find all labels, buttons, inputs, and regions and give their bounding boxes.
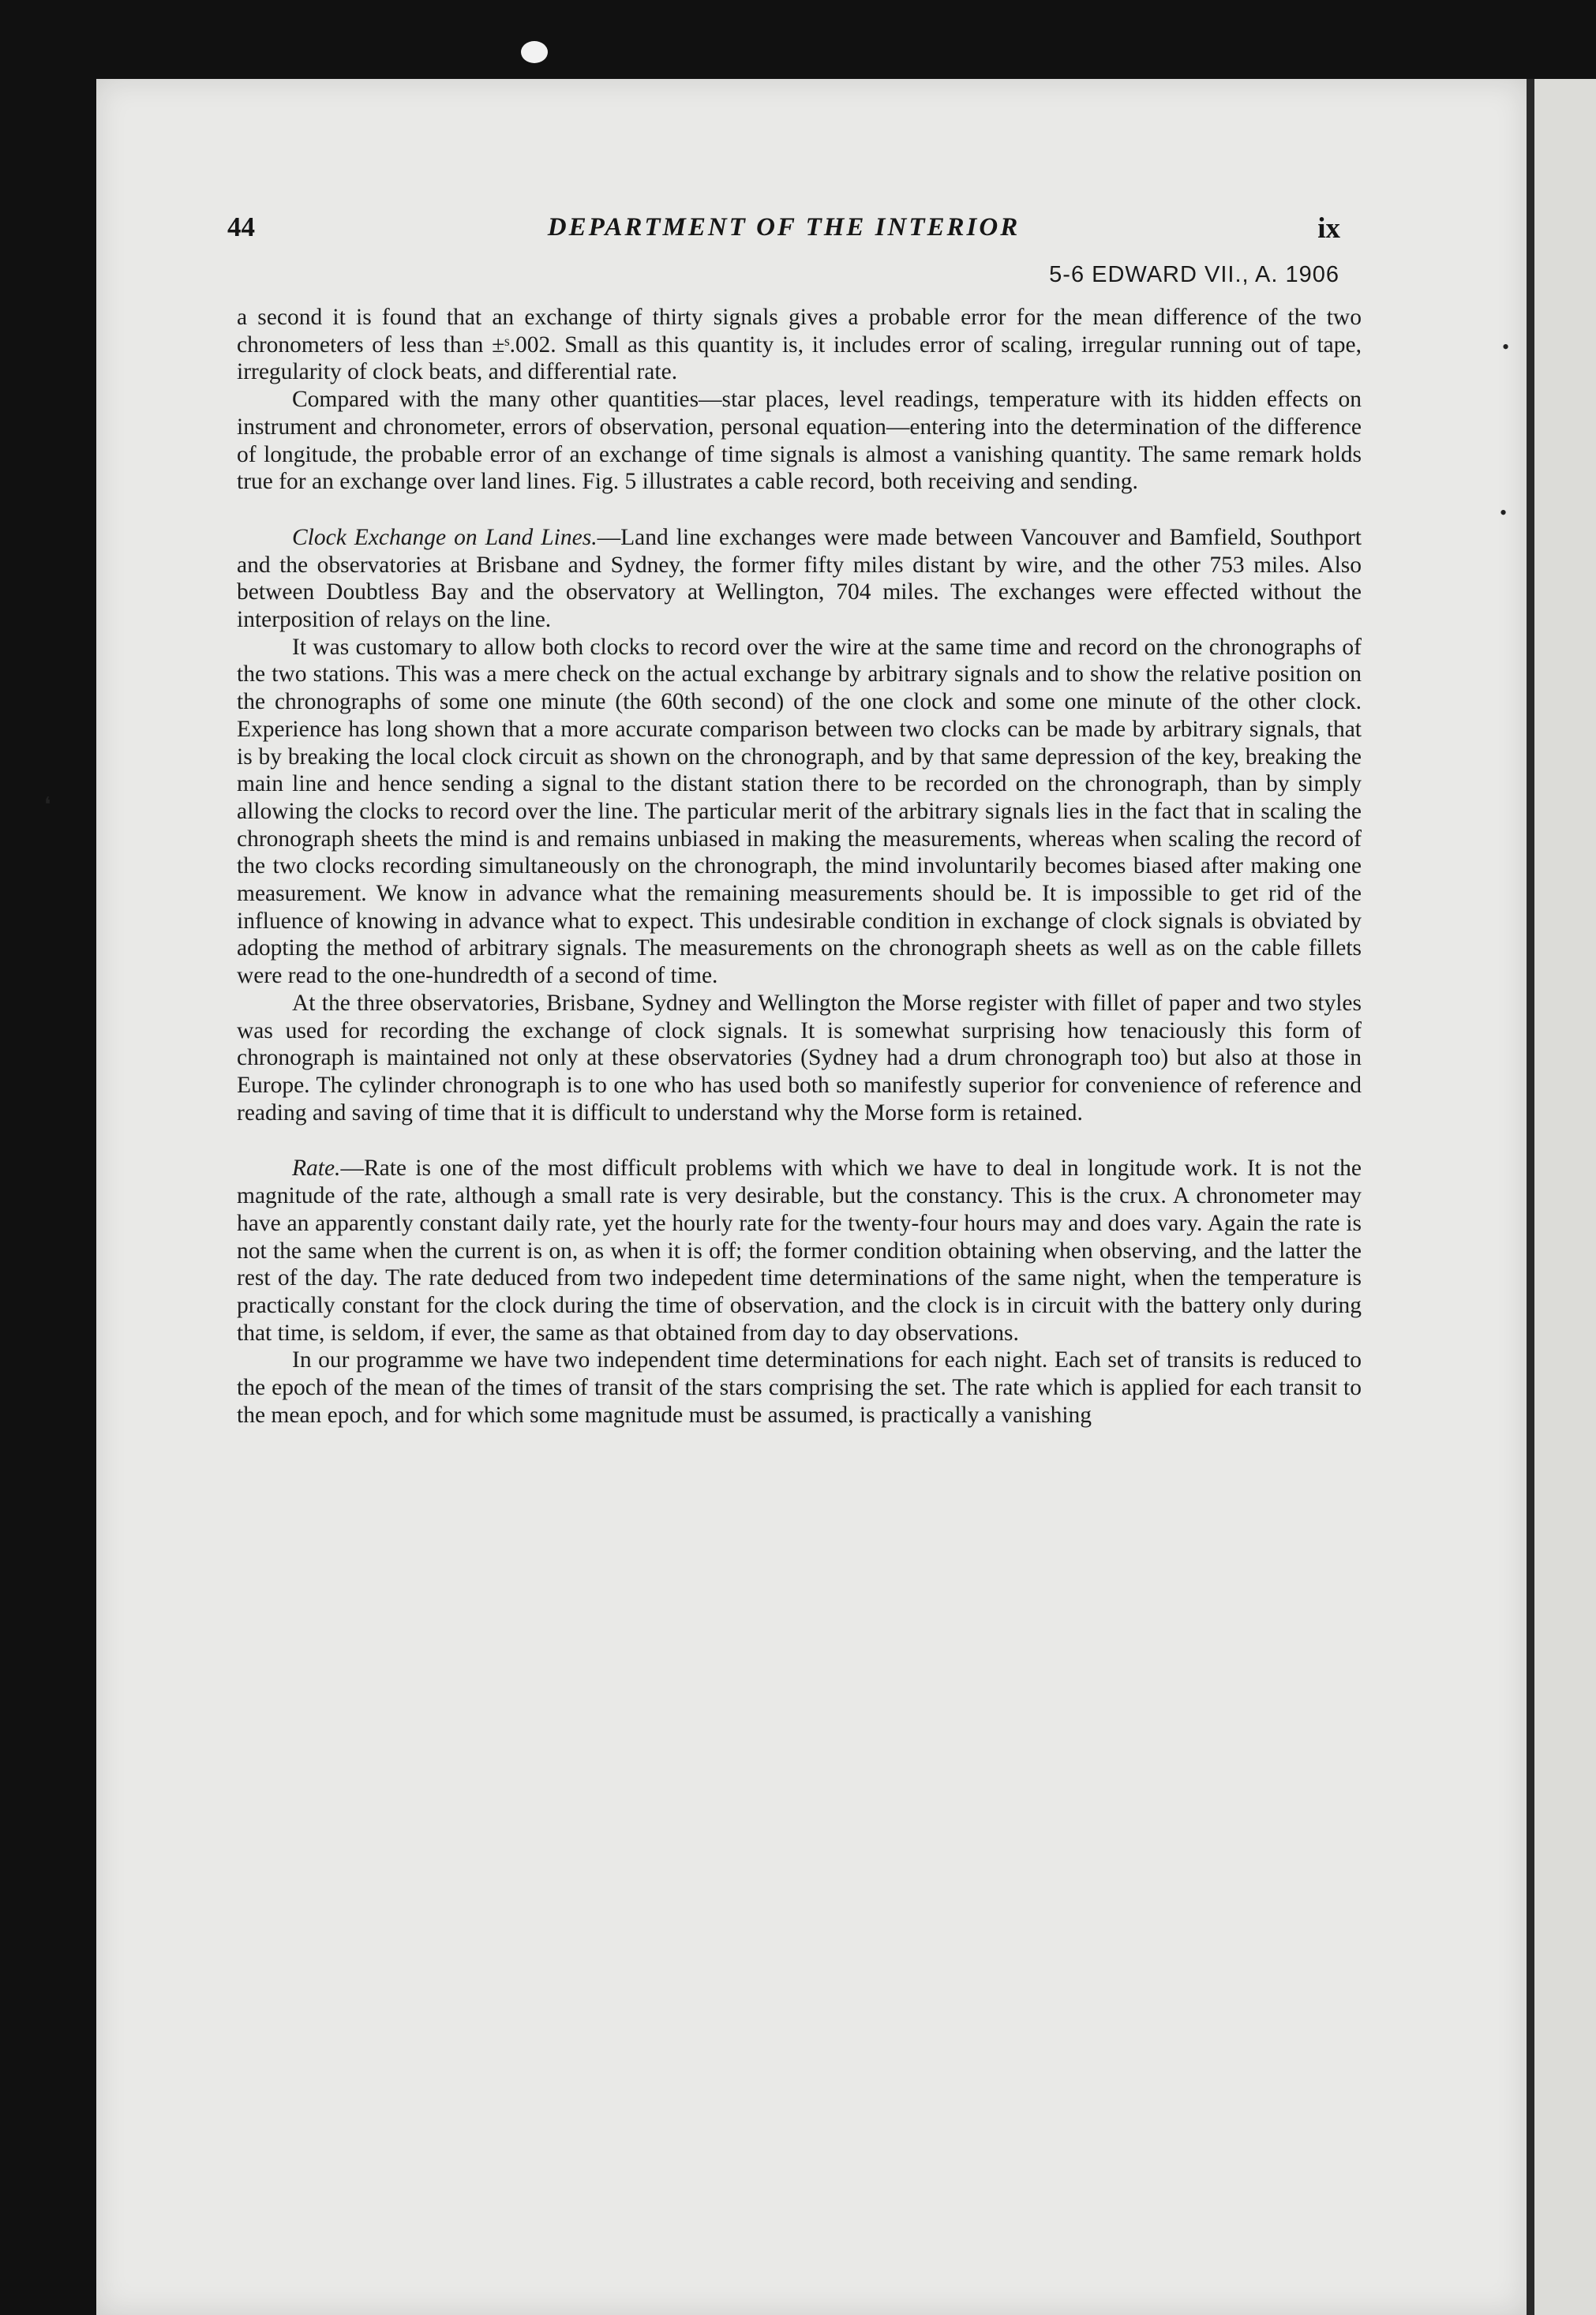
paragraph-text: At the three observatories, Brisbane, Sydney and Wellington the Morse register with fillet of paper and two styles was used for recording the exchange of clock signals. It is somewhat surprising how tenaciously this form of chronograph is maintained not only at these observatories (Sydney had a drum chronograph too) but also at those in Europe. The cylinder chronograph is to one who has used both so manifestly superior for convenience of reference and reading and saving of time that it is difficult to understand why the Morse form is retained. — [237, 990, 1362, 1126]
adjacent-page-edge — [1534, 79, 1596, 2315]
session-label: 5-6 EDWARD VII., A. 1906 — [1049, 262, 1339, 287]
scan-blot — [521, 41, 548, 63]
paragraph-text: a second it is found that an exchange of thirty signals gives a probable error for the mean difference of the two chronometers of less than ±ˢ.002. Small as this quantity is, it includes error of scaling, irregular running out of tape, irregularity of clock beats, and differential rate. — [237, 305, 1362, 385]
paragraph-text: It was customary to allow both clocks to record over the wire at the same time and record on the chronographs of the two stations. This was a mere check on the actual exchange by arbitrary signals and to show the relative position on the chronographs of some one minute (the 60th second) of the one clock and some one minute of the other clock. Experience has long shown that a more accurate comparison between two clocks can be made by arbitrary signals, that is by breaking the local clock circuit as shown on the chronograph, and by that same depression of the key, breaking the main line and hence sending a signal to the distant station there to be recorded on the chronograph, than by simply allowing the clocks to record over the line. The particular merit of the arbitrary signals lies in the fact that in scaling the chronograph sheets the mind is and remains unbiased in making the measurements, whereas when scaling the record of the two clocks recording simultaneously on the chronograph, the mind involuntarily becomes biased after making one measurement. We know in advance what the remaining measurements should be. It is impossible to get rid of the influence of knowing in advance what to expect. This undesirable condition in exchange of clock signals is obviated by adopting the method of arbitrary signals. The measurements on the chronograph sheets as well as on the cable fillets were read to the one-hundredth of a second of time. — [237, 634, 1362, 989]
paragraph — [237, 990, 1362, 1127]
paragraph-text: Compared with the many other quantities—star places, level readings, temperature with its hidden effects on instrument and chronometer, errors of observation, personal equation—entering into the determination of the difference of longitude, the probable error of an exchange of time signals is almost a vanishing quantity. The same remark holds true for an exchange over land lines. Fig. 5 illustrates a cable record, both receiving and sending. — [237, 387, 1362, 495]
page-gutter-shadow — [1527, 79, 1534, 2315]
paragraph-text: —Land line exchanges were made between Vancouver and Bamfield, Southport and the observatories at Brisbane and Sydney, the former fifty miles distant by wire, and the other 753 miles. Also between Doubtless Bay and the observatory at Wellington, 704 miles. The exchanges were effected without the interposition of relays on the line. — [237, 524, 1362, 633]
margin-speck: • — [1502, 335, 1510, 358]
body-text — [237, 304, 1362, 1429]
margin-speck: ❛ — [44, 793, 51, 816]
section-mark: ix — [1317, 212, 1340, 245]
page-header — [227, 212, 1340, 243]
paragraph-text: In our programme we have two independent time determinations for each night. Each set of transits is reduced to the epoch of the mean of the times of transit of the stars comprising the set. The rate which is applied for each transit to the mean epoch, and for which some magnitude must be assumed, is practically a vanishing — [237, 1347, 1362, 1428]
paragraph — [237, 304, 1362, 386]
paragraph — [237, 634, 1362, 990]
page-number: 44 — [227, 212, 255, 242]
side-heading: Rate. — [292, 1156, 341, 1182]
running-title: DEPARTMENT OF THE INTERIOR — [547, 213, 1021, 242]
paragraph-text: —Rate is one of the most difficult problems with which we have to deal in longitude work. It is not the magnitude of the rate, although a small rate is very desirable, but the constancy. This is the crux. A chronometer may have an apparently constant daily rate, yet the hourly rate for the twenty-four hours may and does vary. Again the rate is not the same when the current is on, as when it is off; the former condition obtaining when observing, and the latter the rest of the day. The rate deduced from two indepedent time determinations of the same night, when the temperature is practically constant for the clock during the time of observation, and the clock is in circuit with the battery only during that time, is seldom, if ever, the same as that obtained from day to day observations. — [237, 1156, 1362, 1346]
paragraph — [237, 386, 1362, 496]
paragraph — [237, 1155, 1362, 1347]
paragraph — [237, 1347, 1362, 1429]
side-heading: Clock Exchange on Land Lines. — [292, 524, 598, 550]
paragraph — [237, 524, 1362, 634]
margin-speck: • — [1500, 501, 1508, 524]
